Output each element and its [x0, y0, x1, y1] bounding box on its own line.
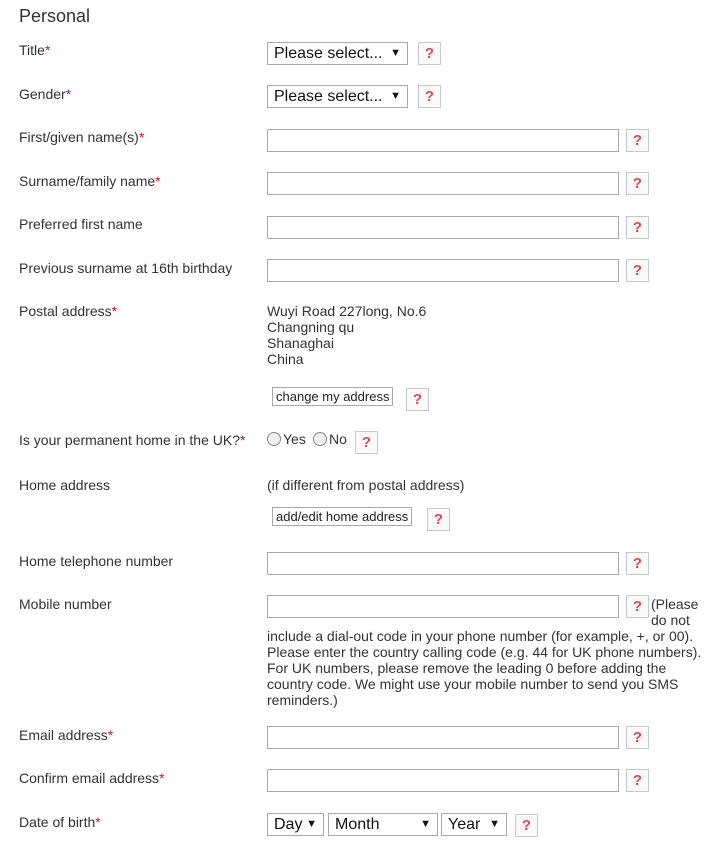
- required-marker: *: [44, 42, 51, 58]
- email-label: [19, 727, 113, 743]
- permanent-home-label-text: Is your permanent home in the UK?: [19, 432, 241, 448]
- surname-label: [19, 173, 161, 189]
- help-icon[interactable]: ?: [626, 129, 649, 152]
- chevron-down-icon: ▼: [390, 90, 401, 102]
- required-marker: *: [138, 129, 145, 145]
- home-address-label: Home address: [19, 477, 111, 493]
- mobile-hint-line: For UK numbers, please remove the leading 0 before adding the: [267, 660, 667, 676]
- required-marker: *: [155, 173, 161, 189]
- email-input[interactable]: [267, 726, 619, 749]
- help-icon[interactable]: ?: [626, 726, 649, 749]
- home-telephone-label: Home telephone number: [19, 553, 174, 569]
- gender-select-value: Please select...: [274, 88, 383, 105]
- required-marker: *: [95, 814, 101, 830]
- help-icon[interactable]: ?: [515, 814, 538, 837]
- help-icon[interactable]: ?: [418, 42, 441, 65]
- address-line: China: [267, 351, 304, 367]
- title-select-value: Please select...: [274, 45, 383, 62]
- required-marker: *: [111, 303, 118, 319]
- surname-input[interactable]: [267, 172, 619, 195]
- confirm-email-label-text: Confirm email address: [19, 770, 160, 786]
- chevron-down-icon: ▼: [420, 818, 431, 830]
- yes-radio-label: Yes: [283, 431, 306, 447]
- address-line: Changning qu: [267, 319, 355, 335]
- dob-label: [19, 814, 101, 830]
- gender-select[interactable]: [267, 85, 408, 108]
- chevron-down-icon: ▼: [390, 47, 401, 59]
- confirm-email-label: [19, 770, 165, 786]
- previous-surname-input[interactable]: [267, 259, 619, 282]
- mobile-input[interactable]: [267, 595, 619, 618]
- permanent-home-label: [19, 432, 245, 448]
- help-icon[interactable]: ?: [406, 388, 429, 411]
- required-marker: *: [65, 86, 72, 102]
- address-line: Shanaghai: [267, 335, 334, 351]
- mobile-hint-start: (Please: [651, 596, 699, 612]
- preferred-name-input[interactable]: [267, 216, 619, 239]
- mobile-label: Mobile number: [19, 596, 112, 612]
- previous-surname-label: Previous surname at 16th birthday: [19, 260, 233, 276]
- gender-label-text: Gender: [19, 86, 66, 102]
- chevron-down-icon: ▼: [306, 818, 317, 830]
- help-icon[interactable]: ?: [626, 172, 649, 195]
- no-radio-label: No: [329, 431, 347, 447]
- chevron-down-icon: ▼: [489, 818, 500, 830]
- help-icon[interactable]: ?: [626, 552, 649, 575]
- dob-month-value: Month: [335, 816, 380, 833]
- title-select[interactable]: [267, 42, 408, 65]
- title-label-text: Title: [19, 42, 45, 58]
- preferred-name-label: Preferred first name: [19, 216, 143, 232]
- confirm-email-input[interactable]: [267, 769, 619, 792]
- title-label: [19, 42, 50, 58]
- help-icon[interactable]: ?: [626, 216, 649, 239]
- change-address-button[interactable]: change my address: [272, 387, 393, 406]
- first-name-input[interactable]: [267, 129, 619, 152]
- edit-home-address-button[interactable]: add/edit home address: [272, 507, 412, 526]
- yes-radio[interactable]: [267, 432, 281, 446]
- mobile-hint-line: country code. We might use your mobile number to send you SMS: [267, 676, 679, 692]
- mobile-hint-line2: do not: [651, 612, 690, 628]
- help-icon[interactable]: ?: [418, 85, 441, 108]
- required-marker: *: [159, 770, 165, 786]
- home-telephone-input[interactable]: [267, 552, 619, 575]
- gender-label: [19, 86, 71, 102]
- dob-year-value: Year: [448, 816, 481, 833]
- mobile-hint-line: Please enter the country calling code (e.g. 44 for UK phone numbers).: [267, 644, 702, 660]
- dob-month-select[interactable]: [328, 813, 438, 836]
- address-line: Wuyi Road 227long, No.6: [267, 303, 427, 319]
- dob-year-select[interactable]: [441, 813, 507, 836]
- help-icon[interactable]: ?: [626, 595, 649, 618]
- email-label-text: Email address: [19, 727, 108, 743]
- help-icon[interactable]: ?: [355, 431, 378, 454]
- mobile-hint-line: include a dial-out code in your phone number (for example, +, or 00).: [267, 628, 694, 644]
- first-name-label-text: First/given name(s): [19, 129, 139, 145]
- mobile-hint-line: reminders.): [267, 692, 338, 708]
- postal-address-label-text: Postal address: [19, 303, 112, 319]
- first-name-label: [19, 129, 144, 145]
- dob-day-select[interactable]: [267, 813, 324, 836]
- home-address-note: (if different from postal address): [267, 477, 465, 493]
- dob-day-value: Day: [274, 816, 303, 833]
- help-icon[interactable]: ?: [626, 769, 649, 792]
- surname-label-text: Surname/family name: [19, 173, 156, 189]
- postal-address-label: [19, 303, 117, 319]
- help-icon[interactable]: ?: [427, 508, 450, 531]
- dob-label-text: Date of birth: [19, 814, 96, 830]
- required-marker: *: [240, 432, 246, 448]
- no-radio[interactable]: [313, 432, 327, 446]
- help-icon[interactable]: ?: [626, 259, 649, 282]
- required-marker: *: [107, 727, 114, 743]
- section-title: Personal: [19, 6, 91, 26]
